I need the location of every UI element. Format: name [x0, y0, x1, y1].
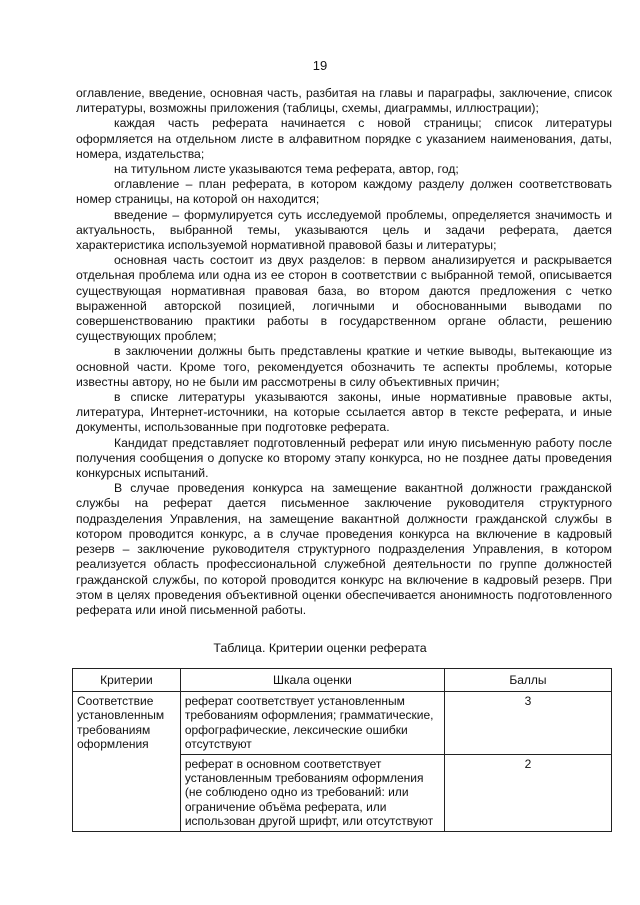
- paragraph: каждая часть реферата начинается с новой страницы; список литературы оформляется на отдельном листе в алфавитном порядке с указанием наименования, даты, номера, издательства;: [76, 116, 612, 161]
- body-text: [76, 86, 612, 618]
- page-number: 19: [312, 58, 328, 73]
- criteria-table: [72, 668, 612, 832]
- header-points: Баллы: [444, 669, 611, 692]
- table-header-row: [73, 669, 612, 692]
- paragraph: оглавление, введение, основная часть, разбитая на главы и параграфы, заключение, список литературы, возможны приложения (таблицы, схемы, диаграммы, иллюстрации);: [76, 86, 612, 116]
- points-cell: 3: [444, 692, 611, 755]
- header-scale: Шкала оценки: [180, 669, 444, 692]
- paragraph: в заключении должны быть представлены краткие и четкие выводы, вытекающие из основной части. Кроме того, рекомендуется обозначить те аспекты проблемы, которые известны автору, но не были им рассмотрены в силу объективных причин;: [76, 344, 612, 389]
- paragraph: оглавление – план реферата, в котором каждому разделу должен соответствовать номер страницы, на которой он находится;: [76, 177, 612, 207]
- paragraph: В случае проведения конкурса на замещение вакантной должности гражданской службы на реферат дается письменное заключение руководителя структурного подразделения Управления, на замещение вакантной должности гражданской службы в котором проводится конкурс, а в случае проведения конкурса на включение в кадровый резерв – заключение руководителя структурного подразделения Управления, в котором реализуется область профессиональной служебной деятельности по группе должностей гражданской службы, по которой проводится конкурс на включение в кадровый резерв. При этом в целях проведения объективной оценки обеспечивается анонимность подготовленного реферата или иной письменной работы.: [76, 481, 612, 617]
- paragraph: в списке литературы указываются законы, иные нормативные правовые акты, литература, Интернет-источники, на которые ссылается автор в тексте реферата, и иные документы, использованные при подготовке реферата.: [76, 390, 612, 435]
- criterion-cell: Соответствие установленным требованиям оформления: [73, 692, 181, 832]
- paragraph: введение – формулируется суть исследуемой проблемы, определяется значимость и актуальность, выбранной темы, указываются цель и задачи реферата, дается характеристика используемой нормативной правовой базы и литературы;: [76, 207, 612, 253]
- paragraph: на титульном листе указываются тема реферата, автор, год;: [114, 162, 459, 177]
- paragraph: Кандидат представляет подготовленный реферат или иную письменную работу после получения сообщения о допуске ко второму этапу конкурса, но не позднее даты проведения конкурсных испытаний.: [76, 435, 612, 481]
- scale-cell: реферат в основном соответствует установленным требованиям оформления (не соблюдено одно из требований: или ограничение объёма реферата, или использован другой шрифт, или отсутствуют: [180, 754, 444, 831]
- table-caption: Таблица. Критерии оценки реферата: [213, 641, 427, 655]
- header-criteria: Критерии: [73, 669, 181, 692]
- paragraph: основная часть состоит из двух разделов: в первом анализируется и раскрывается отдельная проблема или одна из ее сторон в соответствии с выбранной темой, описывается существующая нормативная правовая база, во втором даются предложения с четко выраженной авторской позицией, логичными и обоснованными выводами по совершенствованию практики работы в государственном органе области, решению существующих проблем;: [76, 253, 612, 344]
- points-cell: 2: [444, 754, 611, 831]
- table-row: [73, 692, 612, 755]
- scale-cell: реферат соответствует установленным требованиям оформления; грамматические, орфографические, лексические ошибки отсутствуют: [180, 692, 444, 755]
